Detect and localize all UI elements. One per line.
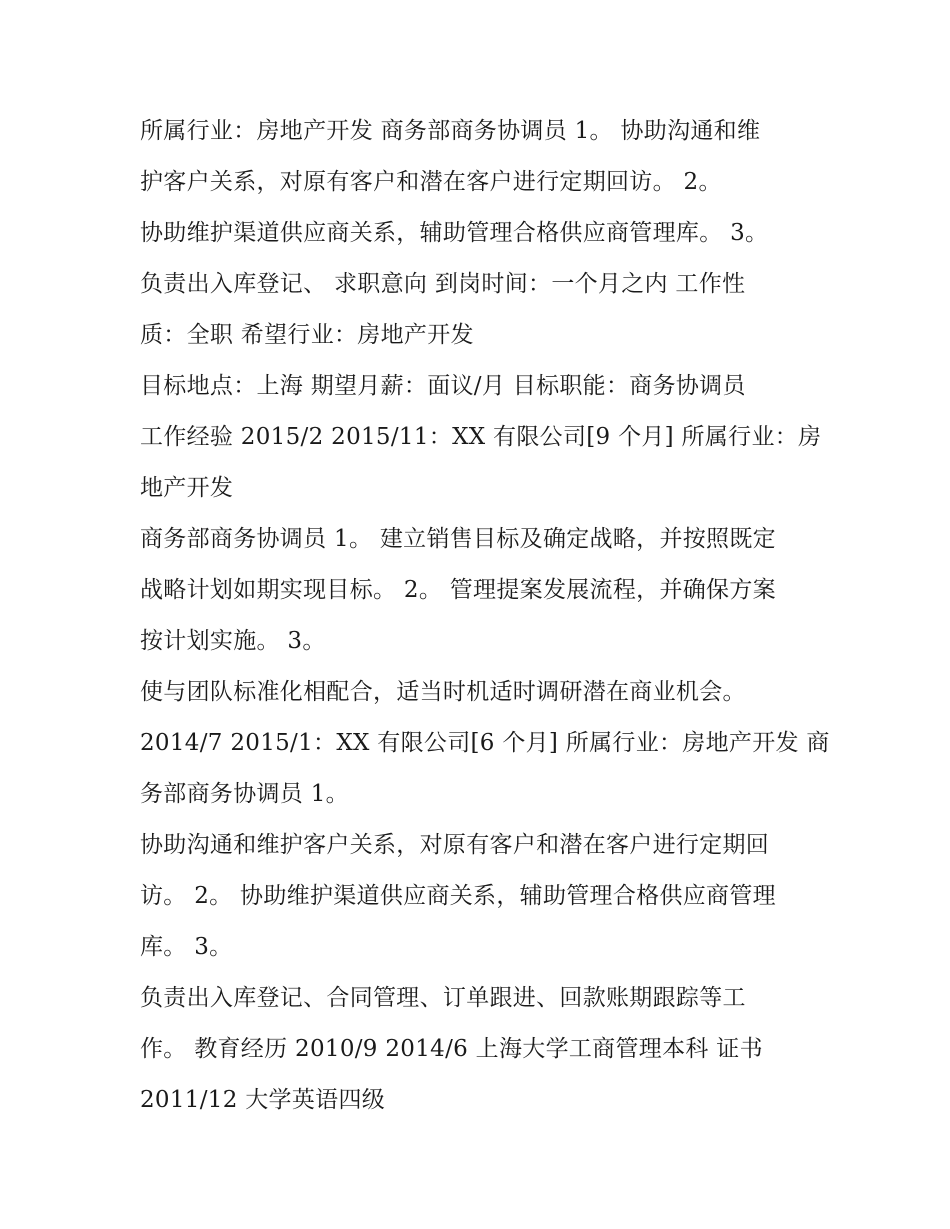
text-line: 作。 教育经历 2010/9 2014/6 上海大学工商管理本科 证书 [140,1036,763,1062]
text-line: 2011/12 大学英语四级 [140,1087,386,1113]
text-line: 质：全职 希望行业：房地产开发 [140,322,474,348]
text-line: 战略计划如期实现目标。 2。 管理提案发展流程，并确保方案 [140,577,776,603]
text-line: 使与团队标准化相配合，适当时机适时调研潜在商业机会。 [140,679,746,705]
text-line: 2014/7 2015/1：XX 有限公司[6 个月] 所属行业：房地产开发 商 [140,730,830,756]
text-line: 按计划实施。 3。 [140,628,326,654]
text-line: 库。 3。 [140,934,233,960]
text-line: 协助沟通和维护客户关系，对原有客户和潜在客户进行定期回 [140,832,770,858]
text-line: 访。 2。 协助维护渠道供应商关系，辅助管理合格供应商管理 [140,883,776,909]
text-line: 目标地点：上海 期望月薪：面议/月 目标职能：商务协调员 [140,373,746,399]
text-line: 护客户关系，对原有客户和潜在客户进行定期回访。 2。 [140,169,722,195]
text-line: 所属行业：房地产开发 商务部商务协调员 1。 协助沟通和维 [140,118,761,144]
text-line: 商务部商务协调员 1。 建立销售目标及确定战略，并按照既定 [140,526,776,552]
text-line: 负责出入库登记、 求职意向 到岗时间：一个月之内 工作性 [140,271,746,297]
text-line: 负责出入库登记、合同管理、订单跟进、回款账期跟踪等工 [140,985,746,1011]
resume-text-body [140,106,830,1126]
text-line: 地产开发 [140,475,234,501]
text-line: 协助维护渠道供应商关系，辅助管理合格供应商管理库。 3。 [140,220,769,246]
text-line: 工作经验 2015/2 2015/11：XX 有限公司[9 个月] 所属行业：房 [140,424,822,450]
text-line: 务部商务协调员 1。 [140,781,349,807]
